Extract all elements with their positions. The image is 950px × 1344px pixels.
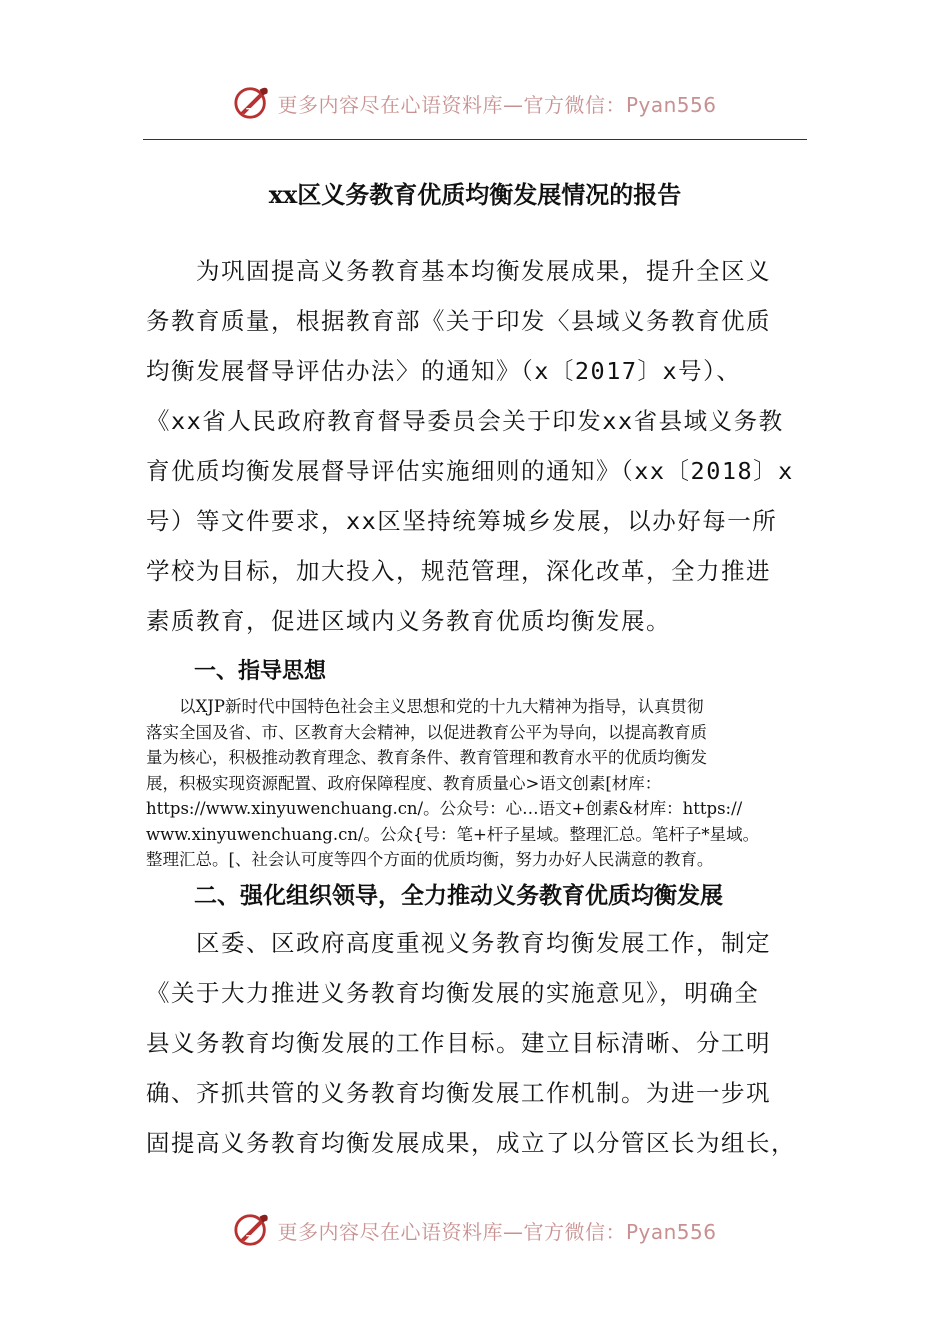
text-line: 落实全国及省、市、区教育大会精神，以促进教育公平为导向，以提高教育质	[146, 722, 707, 742]
section2-paragraph	[146, 918, 806, 1168]
footer-banner	[0, 1208, 950, 1252]
section-heading-1: 一、指导思想	[194, 659, 327, 684]
text-line: 素质教育，促进区域内义务教育优质均衡发展。	[146, 607, 671, 635]
text-line: 务教育质量，根据教育部《关于印发〈县域义务教育优质	[146, 307, 771, 335]
text-line: 《关于大力推进义务教育均衡发展的实施意见》，明确全	[146, 979, 760, 1007]
text-line: 县义务教育均衡发展的工作目标。建立目标清晰、分工明	[146, 1029, 771, 1057]
intro-paragraph	[146, 246, 806, 646]
text-line: 为巩固提高义务教育基本均衡发展成果，提升全区义	[146, 257, 771, 285]
quill-logo-icon	[233, 1211, 271, 1249]
text-line: 区委、区政府高度重视义务教育均衡发展工作，制定	[146, 929, 771, 957]
quill-logo-icon	[233, 84, 271, 122]
text-line: 育优质均衡发展督导评估实施细则的通知》（xx〔2018〕x	[146, 457, 794, 485]
text-line: 确、齐抓共管的义务教育均衡发展工作机制。为进一步巩	[146, 1079, 771, 1107]
banner-text: 更多内容尽在心语资料库—官方微信：Pyan556	[277, 1219, 717, 1244]
text-line: 号）等文件要求，xx区坚持统筹城乡发展，以办好每一所	[146, 507, 778, 535]
text-line: 固提高义务教育均衡发展成果，成立了以分管区长为组长，	[146, 1129, 796, 1157]
text-line: www.xinyuwenchuang.cn/。公众{号：笔+杆子星域。整理汇总。笔杆子*星域。	[146, 824, 760, 844]
text-line: https://www.xinyuwenchuang.cn/。公众号：心…语文+创素&材库：https://	[146, 799, 743, 818]
text-line: 展，积极实现资源配置、政府保障程度、教育质量心>语文创素[材库：	[146, 773, 662, 793]
text-line: 以XJP新时代中国特色社会主义思想和党的十九大精神为指导，认真贯彻	[146, 697, 704, 716]
document-title: xx区义务教育优质均衡发展情况的报告	[268, 180, 682, 209]
banner-text: 更多内容尽在心语资料库—官方微信：Pyan556	[277, 92, 717, 117]
text-line: 整理汇总。[、社会认可度等四个方面的优质均衡，努力办好人民满意的教育。	[146, 850, 714, 869]
section-heading-2: 二、强化组织领导，全力推动义务教育优质均衡发展	[194, 883, 723, 909]
header-banner	[0, 81, 950, 125]
text-line: 《xx省人民政府教育督导委员会关于印发xx省县域义务教	[146, 407, 784, 435]
text-line: 均衡发展督导评估办法〉的通知》（x〔2017〕x号）、	[146, 357, 742, 385]
text-line: 量为核心，积极推动教育理念、教育条件、教育管理和教育水平的优质均衡发	[146, 748, 707, 767]
header-divider	[143, 139, 807, 140]
guiding-paragraph	[146, 694, 808, 873]
text-line: 学校为目标，加大投入，规范管理，深化改革，全力推进	[146, 557, 771, 585]
